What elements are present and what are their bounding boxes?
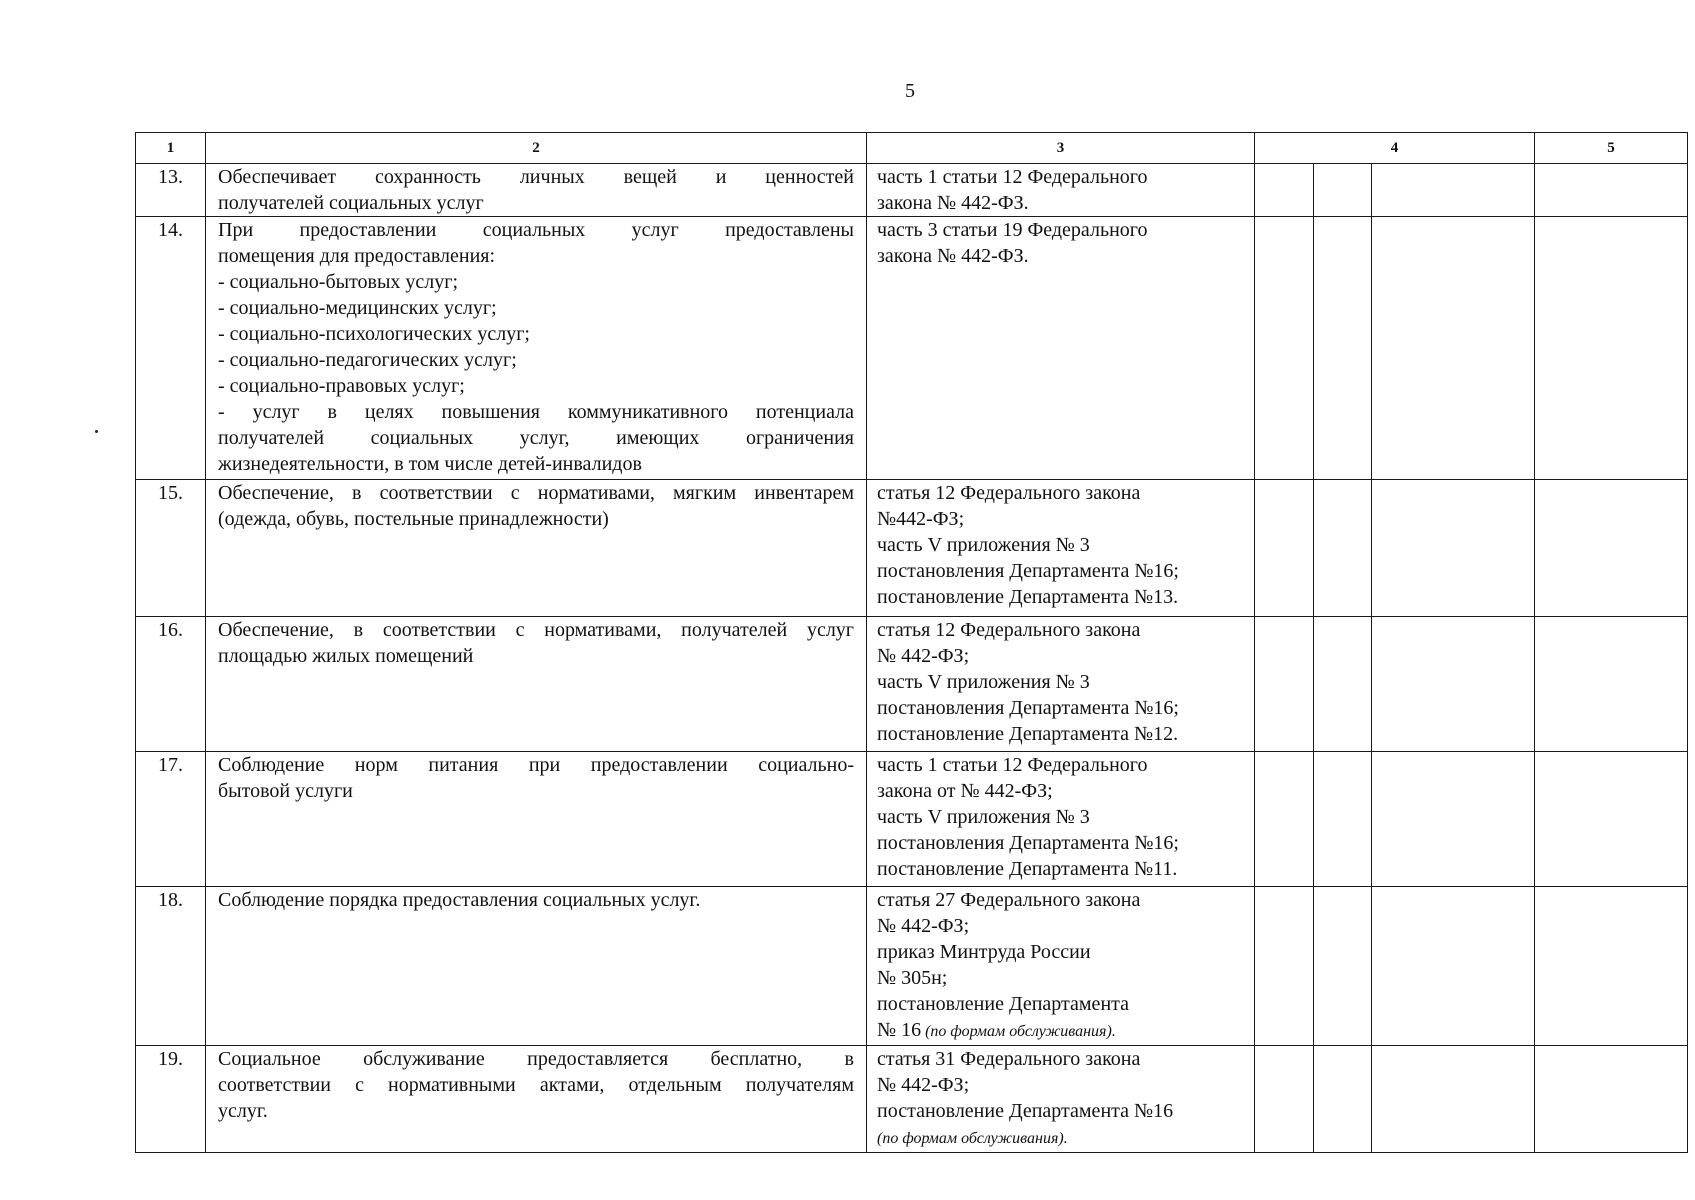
empty-cell-col-4a: [1255, 164, 1314, 217]
empty-cell-col-4c: [1372, 164, 1535, 217]
reference-text: приказ Минтруда России: [877, 941, 1091, 963]
reference-line: [877, 217, 1246, 243]
reference-text: постановление Департамента №16: [877, 1100, 1174, 1122]
page-number: 5: [905, 80, 915, 102]
row-number: 15.: [136, 480, 206, 617]
reference-note: (по формам обслуживания).: [921, 1023, 1116, 1040]
empty-cell-col-4a: [1255, 617, 1314, 752]
reference-text: № 305н;: [877, 967, 948, 989]
description-line: Обеспечение, в соответствии с нормативами, мягким инвентарем: [218, 482, 854, 504]
reference-text: закона № 442-ФЗ.: [877, 192, 1029, 214]
header-col-2: 2: [206, 133, 867, 164]
requirement-description: [206, 752, 867, 887]
reference-text: часть V приложения № 3: [877, 806, 1090, 828]
empty-cell-col-5: [1535, 480, 1688, 617]
reference-text: постановление Департамента: [877, 993, 1130, 1015]
empty-cell-col-4c: [1372, 217, 1535, 480]
reference-line: [877, 1072, 1246, 1098]
header-row: [136, 133, 1688, 164]
reference-text: статья 31 Федерального закона: [877, 1048, 1141, 1070]
reference-line: [877, 778, 1246, 804]
reference-text: постановление Департамента №11.: [877, 858, 1178, 880]
requirement-description: [206, 164, 867, 217]
reference-text: часть 1 статьи 12 Федерального: [877, 754, 1148, 776]
reference-line: [877, 669, 1246, 695]
legal-reference: [867, 217, 1255, 480]
reference-line: [877, 584, 1246, 610]
empty-cell-col-4a: [1255, 217, 1314, 480]
reference-line: [877, 887, 1246, 913]
reference-text: статья 27 Федерального закона: [877, 889, 1141, 911]
empty-cell-col-4a: [1255, 887, 1314, 1046]
row-number: 17.: [136, 752, 206, 887]
reference-line: [877, 506, 1246, 532]
header-col-3: 3: [867, 133, 1255, 164]
empty-cell-col-4a: [1255, 480, 1314, 617]
empty-cell-col-4b: [1314, 217, 1372, 480]
description-line: бытовой услуги: [218, 780, 353, 802]
empty-cell-col-5: [1535, 1046, 1688, 1153]
reference-line: [877, 856, 1246, 882]
description-line: Соблюдение норм питания при предоставлении социально-: [218, 754, 854, 776]
reference-text: № 442-ФЗ;: [877, 915, 970, 937]
empty-cell-col-5: [1535, 887, 1688, 1046]
row-number: 13.: [136, 164, 206, 217]
empty-cell-col-4a: [1255, 752, 1314, 887]
empty-cell-col-4b: [1314, 752, 1372, 887]
description-line: помещения для предоставления:: [218, 245, 496, 267]
reference-text: постановления Департамента №16;: [877, 697, 1179, 719]
reference-text: № 16: [877, 1019, 922, 1041]
reference-text: № 442-ФЗ;: [877, 645, 970, 667]
description-line: Социальное обслуживание предоставляется бесплатно, в: [218, 1048, 854, 1070]
empty-cell-col-5: [1535, 217, 1688, 480]
row-number: 14.: [136, 217, 206, 480]
description-line: получателей социальных услуг: [218, 192, 484, 214]
legal-reference: [867, 480, 1255, 617]
requirement-description: [206, 887, 867, 1046]
reference-line: [877, 1124, 1246, 1152]
description-line: получателей социальных услуг, имеющих ограничения: [218, 427, 854, 449]
description-line: - социально-правовых услуг;: [218, 375, 465, 397]
description-line: - социально-бытовых услуг;: [218, 271, 459, 293]
reference-text: часть V приложения № 3: [877, 534, 1090, 556]
description-line: - социально-педагогических услуг;: [218, 349, 517, 371]
legal-reference: [867, 1046, 1255, 1153]
header-col-4: 4: [1255, 133, 1535, 164]
reference-line: [877, 243, 1246, 269]
reference-line: [877, 752, 1246, 778]
reference-line: [877, 1046, 1246, 1072]
description-line: При предоставлении социальных услуг предоставлены: [218, 219, 854, 241]
checklist-table: [135, 132, 1688, 1153]
reference-line: [877, 532, 1246, 558]
row-number: 18.: [136, 887, 206, 1046]
reference-text: (по формам обслуживания).: [877, 1130, 1068, 1147]
requirement-description: [206, 1046, 867, 1153]
reference-line: [877, 480, 1246, 506]
reference-line: [877, 804, 1246, 830]
requirement-description: [206, 217, 867, 480]
table-row: [136, 887, 1688, 1046]
reference-text: №442-ФЗ;: [877, 508, 965, 530]
reference-line: [877, 939, 1246, 965]
reference-line: [877, 721, 1246, 747]
table-row: [136, 752, 1688, 887]
table-row: [136, 480, 1688, 617]
legal-reference: [867, 164, 1255, 217]
legal-reference: [867, 887, 1255, 1046]
header-col-5: 5: [1535, 133, 1688, 164]
empty-cell-col-4b: [1314, 887, 1372, 1046]
table-row: [136, 1046, 1688, 1153]
description-line: услуг.: [218, 1100, 268, 1122]
empty-cell-col-4c: [1372, 887, 1535, 1046]
reference-line: [877, 558, 1246, 584]
description-line: (одежда, обувь, постельные принадлежности): [218, 508, 609, 530]
reference-line: [877, 617, 1246, 643]
reference-line: [877, 1098, 1246, 1124]
reference-text: № 442-ФЗ;: [877, 1074, 970, 1096]
reference-text: статья 12 Федерального закона: [877, 482, 1141, 504]
reference-text: часть V приложения № 3: [877, 671, 1090, 693]
table-row: [136, 617, 1688, 752]
empty-cell-col-5: [1535, 752, 1688, 887]
description-line: - услуг в целях повышения коммуникативного потенциала: [218, 401, 854, 423]
row-number: 16.: [136, 617, 206, 752]
description-line: - социально-медицинских услуг;: [218, 297, 497, 319]
reference-line: [877, 991, 1246, 1017]
reference-line: [877, 643, 1246, 669]
reference-text: статья 12 Федерального закона: [877, 619, 1141, 641]
description-line: Соблюдение порядка предоставления социальных услуг.: [218, 889, 701, 911]
reference-line: [877, 830, 1246, 856]
table-row: [136, 164, 1688, 217]
empty-cell-col-4a: [1255, 1046, 1314, 1153]
reference-text: часть 3 статьи 19 Федерального: [877, 219, 1148, 241]
empty-cell-col-5: [1535, 617, 1688, 752]
empty-cell-col-4c: [1372, 752, 1535, 887]
empty-cell-col-4b: [1314, 480, 1372, 617]
requirement-description: [206, 617, 867, 752]
reference-text: постановления Департамента №16;: [877, 832, 1179, 854]
reference-line: [877, 164, 1246, 190]
reference-line: [877, 695, 1246, 721]
reference-text: постановление Департамента №12.: [877, 723, 1179, 745]
reference-text: постановления Департамента №16;: [877, 560, 1179, 582]
reference-text: постановление Департамента №13.: [877, 586, 1179, 608]
empty-cell-col-4b: [1314, 164, 1372, 217]
legal-reference: [867, 617, 1255, 752]
reference-text: закона от № 442-ФЗ;: [877, 780, 1053, 802]
reference-text: часть 1 статьи 12 Федерального: [877, 166, 1148, 188]
reference-line: [877, 1017, 1246, 1045]
description-line: жизнедеятельности, в том числе детей-инвалидов: [218, 453, 642, 475]
reference-line: [877, 190, 1246, 216]
empty-cell-col-4b: [1314, 617, 1372, 752]
empty-cell-col-4c: [1372, 617, 1535, 752]
table-row: [136, 217, 1688, 480]
row-number: 19.: [136, 1046, 206, 1153]
requirement-description: [206, 480, 867, 617]
scan-speck: [95, 430, 98, 433]
reference-text: закона № 442-ФЗ.: [877, 245, 1029, 267]
description-line: соответствии с нормативными актами, отдельным получателям: [218, 1074, 854, 1096]
reference-line: [877, 913, 1246, 939]
description-line: Обеспечение, в соответствии с нормативами, получателей услуг: [218, 619, 854, 641]
description-line: Обеспечивает сохранность личных вещей и ценностей: [218, 166, 854, 188]
description-line: площадью жилых помещений: [218, 645, 474, 667]
empty-cell-col-4b: [1314, 1046, 1372, 1153]
legal-reference: [867, 752, 1255, 887]
empty-cell-col-4c: [1372, 1046, 1535, 1153]
empty-cell-col-5: [1535, 164, 1688, 217]
empty-cell-col-4c: [1372, 480, 1535, 617]
description-line: - социально-психологических услуг;: [218, 323, 530, 345]
reference-line: [877, 965, 1246, 991]
header-col-1: 1: [136, 133, 206, 164]
